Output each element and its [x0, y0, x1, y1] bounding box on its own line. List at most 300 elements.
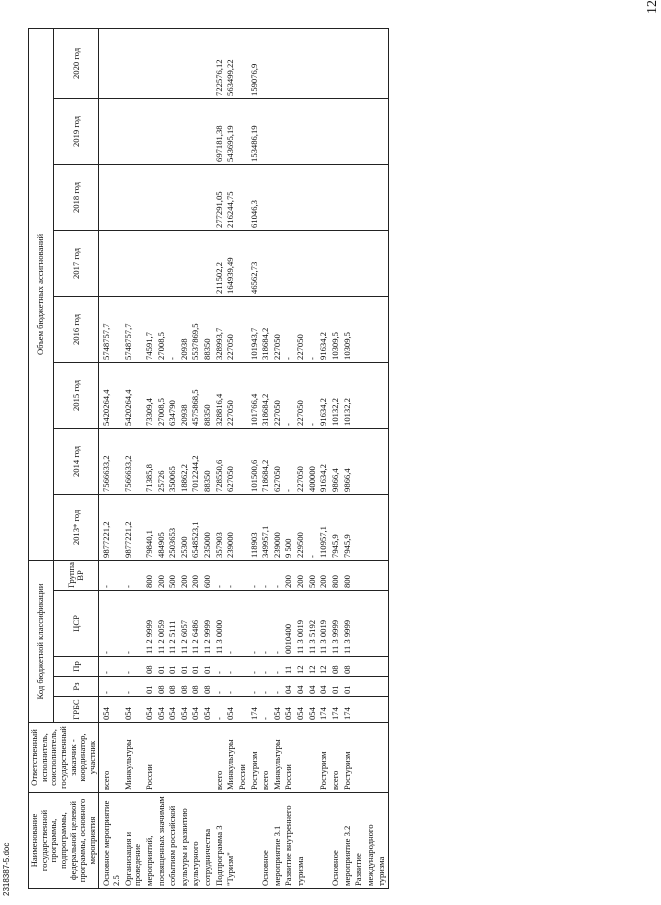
- cell-name: "Туризм": [225, 793, 237, 889]
- cell-vr: 800: [330, 560, 342, 590]
- cell-name: международного: [365, 793, 377, 889]
- cell-name: Основное мероприятие 2.5: [99, 793, 123, 889]
- table-row: [144, 28, 156, 888]
- cell-year-value: 164939,49: [225, 230, 237, 296]
- budget-volume-header: Объем бюджетных ассигнований: [29, 28, 54, 560]
- cell-name: [249, 793, 261, 889]
- cell-year-value: [365, 296, 377, 362]
- cell-pr: 01: [156, 657, 168, 677]
- col-pr-header: Пр: [54, 657, 99, 677]
- cell-resp: [295, 723, 307, 793]
- cell-year-value: 227050: [225, 296, 237, 362]
- cell-year-value: 10309,5: [342, 296, 354, 362]
- cell-vr: 200: [318, 560, 330, 590]
- cell-year-value: 101500,6: [249, 428, 261, 494]
- table-row: [283, 28, 295, 888]
- cell-year-value: 9866,4: [342, 428, 354, 494]
- cell-year-value: 318684,2: [260, 296, 272, 362]
- cell-rz: 04: [318, 677, 330, 697]
- table-row: [260, 28, 272, 888]
- cell-year-value: [365, 28, 377, 98]
- cell-year-value: 101766,4: [249, 362, 261, 428]
- cell-year-value: [237, 230, 249, 296]
- col-year-header: 2015 год: [54, 362, 99, 428]
- cell-vr: 200: [295, 560, 307, 590]
- cell-year-value: [376, 28, 388, 98]
- cell-year-value: 627050: [272, 428, 284, 494]
- cell-year-value: [353, 230, 365, 296]
- cell-year-value: 10132,2: [342, 362, 354, 428]
- cell-name: туризма: [376, 793, 388, 889]
- cell-name: культуры и развитию: [179, 793, 191, 889]
- cell-year-value: 484905: [156, 494, 168, 560]
- cell-year-value: 728550,6: [214, 428, 226, 494]
- cell-grbs: 174: [330, 697, 342, 723]
- cell-csr: 11 2 6486: [190, 591, 202, 657]
- cell-year-value: [353, 362, 365, 428]
- cell-year-value: [318, 98, 330, 164]
- cell-grbs: -: [260, 697, 272, 723]
- cell-year-value: [283, 230, 295, 296]
- table-row: [318, 28, 330, 888]
- cell-year-value: [179, 230, 191, 296]
- cell-year-value: -: [283, 428, 295, 494]
- table-row: [190, 28, 202, 888]
- cell-rz: [237, 677, 249, 697]
- cell-year-value: [99, 98, 123, 164]
- cell-year-value: 88350: [202, 428, 214, 494]
- col-rz-header: Рз: [54, 677, 99, 697]
- cell-year-value: 79840,1: [144, 494, 156, 560]
- cell-year-value: 25726: [156, 428, 168, 494]
- cell-year-value: [179, 98, 191, 164]
- cell-year-value: 239000: [272, 494, 284, 560]
- table-row: [376, 28, 388, 888]
- cell-year-value: 2503653: [167, 494, 179, 560]
- cell-year-value: -: [283, 296, 295, 362]
- cell-name: мероприятий,: [144, 793, 156, 889]
- cell-csr: [365, 591, 377, 657]
- cell-year-value: 543695,19: [225, 98, 237, 164]
- cell-year-value: [123, 28, 144, 98]
- cell-grbs: 174: [342, 697, 354, 723]
- cell-year-value: [365, 362, 377, 428]
- cell-resp: Минкультуры: [123, 723, 144, 793]
- col-name-header: Наименование государственной программы, подпрограммы, федеральной целевой программы, основного мероприятия: [29, 793, 99, 889]
- cell-name: Основное: [260, 793, 272, 889]
- cell-year-value: -: [283, 362, 295, 428]
- budget-code-header: Код бюджетной классификации: [29, 560, 54, 722]
- cell-year-value: [376, 98, 388, 164]
- cell-resp: всего: [260, 723, 272, 793]
- cell-year-value: 235000: [202, 494, 214, 560]
- cell-pr: 12: [295, 657, 307, 677]
- cell-year-value: [190, 98, 202, 164]
- col-responsible-header: Ответственный исполнитель, соисполнитель, государственный заказчик - координатор, участник: [29, 723, 99, 793]
- cell-csr: 11 3 0019: [295, 591, 307, 657]
- cell-year-value: -: [167, 296, 179, 362]
- cell-pr: 08: [144, 657, 156, 677]
- cell-year-value: [342, 230, 354, 296]
- cell-year-value: [190, 230, 202, 296]
- cell-rz: -: [225, 677, 237, 697]
- table-row: [225, 28, 237, 888]
- cell-year-value: [272, 98, 284, 164]
- col-csr-header: ЦСР: [54, 591, 99, 657]
- cell-year-value: 7566633,2: [123, 428, 144, 494]
- cell-vr: -: [214, 560, 226, 590]
- cell-year-value: 9877221,2: [123, 494, 144, 560]
- cell-year-value: 318684,2: [260, 362, 272, 428]
- cell-resp: Минкультуры: [272, 723, 284, 793]
- table-row: [156, 28, 168, 888]
- cell-pr: [365, 657, 377, 677]
- cell-grbs: 174: [318, 697, 330, 723]
- cell-year-value: [376, 230, 388, 296]
- cell-name: Развитие: [353, 793, 365, 889]
- cell-year-value: [156, 230, 168, 296]
- table-row: [237, 28, 249, 888]
- cell-resp: [376, 723, 388, 793]
- cell-rz: -: [99, 677, 123, 697]
- cell-year-value: [99, 230, 123, 296]
- col-year-header: 2017 год: [54, 230, 99, 296]
- cell-csr: 11 3 9999: [330, 591, 342, 657]
- budget-table: [28, 28, 389, 889]
- cell-resp: России: [144, 723, 156, 793]
- cell-pr: 08: [342, 657, 354, 677]
- table-row: [214, 28, 226, 888]
- col-year-header: 2014 год: [54, 428, 99, 494]
- cell-pr: -: [214, 657, 226, 677]
- cell-csr: -: [99, 591, 123, 657]
- cell-year-value: 10309,5: [330, 296, 342, 362]
- cell-year-value: 5537869,5: [190, 296, 202, 362]
- cell-year-value: 227050: [295, 296, 307, 362]
- cell-rz: 04: [307, 677, 319, 697]
- cell-rz: 08: [179, 677, 191, 697]
- cell-year-value: [237, 28, 249, 98]
- cell-year-value: 7566633,2: [99, 428, 123, 494]
- table-row: [167, 28, 179, 888]
- cell-year-value: [376, 296, 388, 362]
- cell-vr: 800: [342, 560, 354, 590]
- cell-vr: -: [272, 560, 284, 590]
- cell-year-value: 27008,5: [156, 362, 168, 428]
- cell-year-value: 7012244,2: [190, 428, 202, 494]
- cell-year-value: 20938: [179, 296, 191, 362]
- cell-csr: -: [123, 591, 144, 657]
- cell-resp: [307, 723, 319, 793]
- cell-rz: [353, 677, 365, 697]
- cell-vr: -: [260, 560, 272, 590]
- cell-rz: 01: [330, 677, 342, 697]
- cell-year-value: [179, 164, 191, 230]
- cell-resp: [202, 723, 214, 793]
- page-number: 12: [645, 0, 660, 14]
- cell-year-value: 4575868,5: [190, 362, 202, 428]
- cell-year-value: 5420264,4: [123, 362, 144, 428]
- cell-pr: 08: [330, 657, 342, 677]
- table-row: [123, 28, 144, 888]
- cell-year-value: -: [307, 362, 319, 428]
- cell-year-value: 357903: [214, 494, 226, 560]
- col-grbs-header: ГРБС: [54, 697, 99, 723]
- cell-grbs: 054: [295, 697, 307, 723]
- cell-csr: [353, 591, 365, 657]
- col-vr-header: Группа ВР: [54, 560, 99, 590]
- cell-rz: [376, 677, 388, 697]
- cell-grbs: 054: [190, 697, 202, 723]
- cell-resp: России: [237, 723, 249, 793]
- cell-name: событиям российской: [167, 793, 179, 889]
- cell-resp: Ростуризм: [249, 723, 261, 793]
- cell-year-value: 88350: [202, 362, 214, 428]
- cell-year-value: [99, 164, 123, 230]
- cell-resp: [156, 723, 168, 793]
- cell-grbs: [376, 697, 388, 723]
- cell-year-value: [190, 164, 202, 230]
- cell-year-value: [376, 494, 388, 560]
- cell-csr: 11 3 0019: [318, 591, 330, 657]
- cell-year-value: 110957,1: [318, 494, 330, 560]
- cell-year-value: 20938: [179, 362, 191, 428]
- cell-year-value: [237, 362, 249, 428]
- cell-year-value: [353, 296, 365, 362]
- cell-grbs: 054: [225, 697, 237, 723]
- cell-year-value: [353, 494, 365, 560]
- cell-year-value: 227050: [295, 362, 307, 428]
- cell-year-value: 718684,2: [260, 428, 272, 494]
- col-year-header: 2018 год: [54, 164, 99, 230]
- cell-grbs: [353, 697, 365, 723]
- table-row: [249, 28, 261, 888]
- cell-rz: -: [260, 677, 272, 697]
- cell-year-value: [318, 230, 330, 296]
- cell-year-value: 563499,22: [225, 28, 237, 98]
- cell-vr: 200: [283, 560, 295, 590]
- cell-csr: 11 3 5192: [307, 591, 319, 657]
- cell-grbs: 054: [99, 697, 123, 723]
- cell-rz: 01: [342, 677, 354, 697]
- cell-resp: всего: [330, 723, 342, 793]
- cell-year-value: [123, 98, 144, 164]
- cell-year-value: [190, 28, 202, 98]
- cell-name: [318, 793, 330, 889]
- cell-pr: -: [260, 657, 272, 677]
- cell-year-value: [283, 98, 295, 164]
- cell-year-value: [260, 164, 272, 230]
- cell-year-value: 7945,9: [342, 494, 354, 560]
- cell-pr: 12: [318, 657, 330, 677]
- cell-year-value: [376, 362, 388, 428]
- cell-rz: 08: [156, 677, 168, 697]
- cell-name: [237, 793, 249, 889]
- cell-vr: 500: [167, 560, 179, 590]
- cell-resp: Минкультуры: [225, 723, 237, 793]
- cell-year-value: [330, 164, 342, 230]
- cell-grbs: 174: [249, 697, 261, 723]
- cell-pr: 01: [167, 657, 179, 677]
- cell-year-value: -: [307, 296, 319, 362]
- cell-year-value: 211502,2: [214, 230, 226, 296]
- cell-year-value: [99, 28, 123, 98]
- cell-csr: 0010400: [283, 591, 295, 657]
- cell-vr: [376, 560, 388, 590]
- cell-grbs: [365, 697, 377, 723]
- cell-rz: -: [214, 677, 226, 697]
- cell-vr: 200: [156, 560, 168, 590]
- cell-name: Организация и проведение: [123, 793, 144, 889]
- cell-name: туризма: [295, 793, 307, 889]
- cell-year-value: 118903: [249, 494, 261, 560]
- cell-pr: -: [225, 657, 237, 677]
- cell-resp: [365, 723, 377, 793]
- cell-year-value: [342, 28, 354, 98]
- cell-year-value: [167, 230, 179, 296]
- cell-csr: 11 2 9999: [144, 591, 156, 657]
- cell-grbs: 054: [202, 697, 214, 723]
- cell-year-value: 6548523,1: [190, 494, 202, 560]
- cell-rz: 08: [202, 677, 214, 697]
- cell-csr: 11 2 6057: [179, 591, 191, 657]
- table-row: [353, 28, 365, 888]
- cell-year-value: 722576,12: [214, 28, 226, 98]
- cell-resp: России: [283, 723, 295, 793]
- cell-year-value: [260, 230, 272, 296]
- cell-rz: 08: [167, 677, 179, 697]
- cell-csr: -: [272, 591, 284, 657]
- cell-year-value: [272, 164, 284, 230]
- cell-year-value: [237, 98, 249, 164]
- cell-name: Подпрограмма 3: [214, 793, 226, 889]
- cell-grbs: 054: [156, 697, 168, 723]
- cell-year-value: [202, 230, 214, 296]
- cell-csr: -: [249, 591, 261, 657]
- cell-pr: 01: [202, 657, 214, 677]
- cell-rz: 04: [295, 677, 307, 697]
- cell-year-value: [156, 98, 168, 164]
- cell-year-value: [353, 428, 365, 494]
- cell-vr: 200: [179, 560, 191, 590]
- cell-year-value: [260, 98, 272, 164]
- cell-resp: всего: [99, 723, 123, 793]
- cell-rz: 08: [190, 677, 202, 697]
- cell-grbs: 054: [167, 697, 179, 723]
- cell-year-value: [260, 28, 272, 98]
- cell-resp: [167, 723, 179, 793]
- cell-year-value: [342, 164, 354, 230]
- col-year-header: 2016 год: [54, 296, 99, 362]
- cell-csr: [376, 591, 388, 657]
- cell-vr: 200: [190, 560, 202, 590]
- cell-pr: -: [249, 657, 261, 677]
- cell-year-value: 227050: [225, 362, 237, 428]
- cell-year-value: [330, 230, 342, 296]
- table-row: [342, 28, 354, 888]
- cell-resp: [179, 723, 191, 793]
- cell-grbs: 054: [307, 697, 319, 723]
- cell-name: мероприятие 3.2: [342, 793, 354, 889]
- cell-grbs: -: [214, 697, 226, 723]
- cell-year-value: [330, 98, 342, 164]
- cell-rz: -: [123, 677, 144, 697]
- col-year-header: 2013* год: [54, 494, 99, 560]
- col-year-header: 2019 год: [54, 98, 99, 164]
- cell-pr: 01: [190, 657, 202, 677]
- cell-year-value: [353, 98, 365, 164]
- cell-year-value: 697181,38: [214, 98, 226, 164]
- table-row: [179, 28, 191, 888]
- cell-year-value: 10132,2: [330, 362, 342, 428]
- cell-year-value: 239000: [225, 494, 237, 560]
- cell-year-value: [144, 164, 156, 230]
- cell-name: культурного: [190, 793, 202, 889]
- table-row: [330, 28, 342, 888]
- cell-resp: Ростуризм: [342, 723, 354, 793]
- cell-year-value: 27008,5: [156, 296, 168, 362]
- cell-pr: -: [99, 657, 123, 677]
- cell-year-value: 74591,7: [144, 296, 156, 362]
- cell-year-value: [318, 28, 330, 98]
- cell-year-value: [307, 230, 319, 296]
- cell-pr: 01: [179, 657, 191, 677]
- cell-year-value: [123, 164, 144, 230]
- cell-vr: 600: [202, 560, 214, 590]
- cell-year-value: [365, 494, 377, 560]
- cell-name: мероприятие 3.1: [272, 793, 284, 889]
- cell-year-value: [237, 164, 249, 230]
- cell-pr: 11: [283, 657, 295, 677]
- cell-year-value: [342, 98, 354, 164]
- cell-year-value: 216244,75: [225, 164, 237, 230]
- table-row: [295, 28, 307, 888]
- cell-pr: [376, 657, 388, 677]
- cell-resp: [353, 723, 365, 793]
- cell-rz: -: [272, 677, 284, 697]
- cell-year-value: [295, 28, 307, 98]
- cell-grbs: 054: [144, 697, 156, 723]
- cell-year-value: [353, 28, 365, 98]
- table-body: [99, 28, 389, 888]
- cell-year-value: 227050: [272, 362, 284, 428]
- cell-year-value: 634790: [167, 362, 179, 428]
- cell-rz: 01: [144, 677, 156, 697]
- cell-year-value: 5420264,4: [99, 362, 123, 428]
- document-footer: 2318387-5.doc: [2, 842, 11, 896]
- cell-year-value: [156, 28, 168, 98]
- cell-year-value: 101943,7: [249, 296, 261, 362]
- cell-year-value: [144, 98, 156, 164]
- cell-year-value: [283, 28, 295, 98]
- cell-vr: 800: [144, 560, 156, 590]
- cell-year-value: [365, 164, 377, 230]
- cell-year-value: 71385,8: [144, 428, 156, 494]
- cell-year-value: [376, 164, 388, 230]
- cell-csr: -: [260, 591, 272, 657]
- cell-year-value: [307, 98, 319, 164]
- table-row: [307, 28, 319, 888]
- cell-year-value: 61046,3: [249, 164, 261, 230]
- cell-year-value: [330, 28, 342, 98]
- cell-year-value: [144, 28, 156, 98]
- cell-year-value: [202, 164, 214, 230]
- cell-year-value: 328993,7: [214, 296, 226, 362]
- cell-year-value: [295, 230, 307, 296]
- cell-rz: [365, 677, 377, 697]
- cell-vr: [365, 560, 377, 590]
- cell-year-value: [156, 164, 168, 230]
